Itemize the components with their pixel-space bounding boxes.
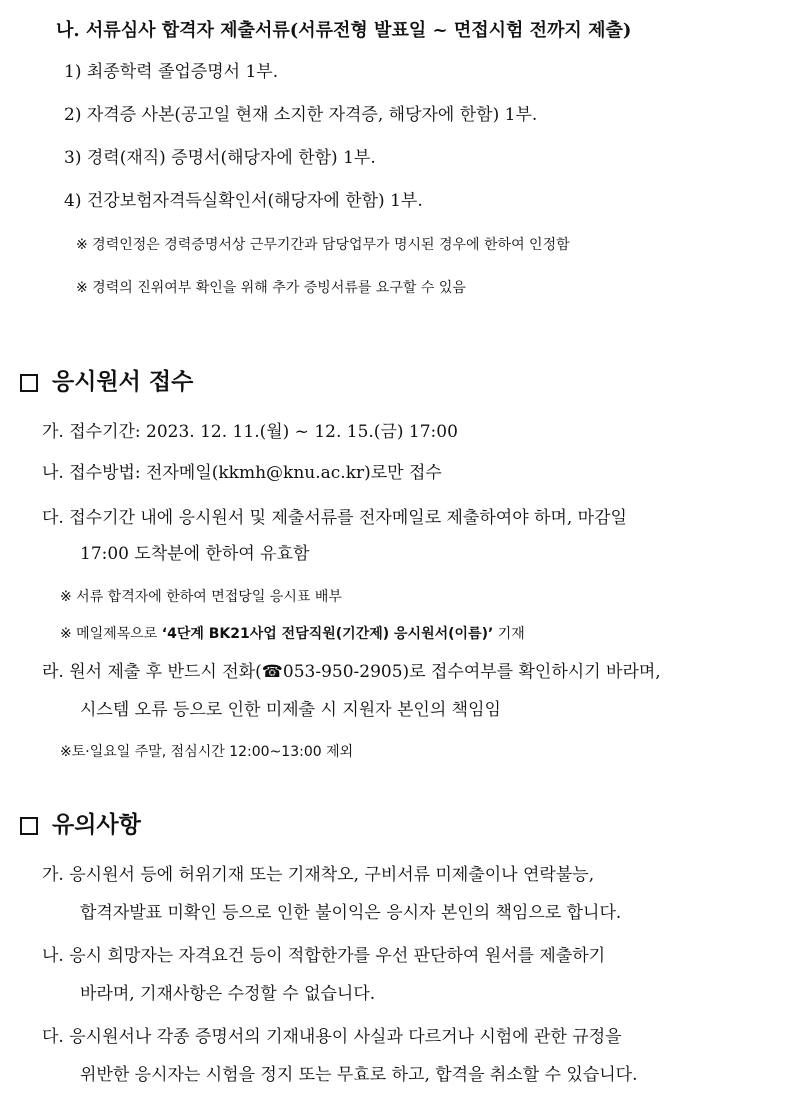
- docs-item-3: 3) 경력(재직) 증명서(해당자에 한함) 1부.: [64, 148, 376, 168]
- docs-item-4: 4) 건강보험자격득실확인서(해당자에 한함) 1부.: [64, 191, 423, 211]
- caution-title-text: 유의사항: [52, 812, 141, 838]
- caution-item-1-line2: 합격자발표 미확인 등으로 인한 불이익은 응시자 본인의 책임으로 합니다.: [80, 903, 622, 923]
- phone-icon: ☎: [261, 662, 283, 682]
- caution-section-title: [20, 814, 141, 837]
- checkbox-icon: [20, 374, 38, 392]
- note-subject-title: ‘4단계 BK21사업 전담직원(기간제) 응시원서(이름)’: [161, 626, 494, 642]
- application-confirm-line2: 시스템 오류 등으로 인한 미제출 시 지원자 본인의 책임임: [80, 700, 501, 720]
- application-period: 가. 접수기간: 2023. 12. 11.(월) ~ 12. 15.(금) 17:00: [42, 422, 458, 442]
- note-subject-suffix: 기재: [493, 626, 525, 642]
- application-note-subject: [60, 627, 525, 641]
- application-deadline-line2: 17:00 도착분에 한하여 유효함: [80, 544, 310, 564]
- application-note-hours: ※토·일요일 주말, 점심시간 12:00~13:00 제외: [60, 744, 354, 760]
- application-method: 나. 접수방법: 전자메일(kkmh@knu.ac.kr)로만 접수: [42, 463, 442, 483]
- note-subject-prefix: ※ 메일제목으로: [60, 626, 162, 642]
- caution-item-3-line2: 위반한 응시자는 시험을 정지 또는 무효로 하고, 합격을 취소할 수 있습니다.: [80, 1065, 638, 1085]
- application-deadline-line1: 다. 접수기간 내에 응시원서 및 제출서류를 전자메일로 제출하여야 하며, 마감일: [42, 508, 627, 528]
- application-section-title: [20, 371, 193, 394]
- caution-item-2-line1: 나. 응시 희망자는 자격요건 등이 적합한가를 우선 판단하여 원서를 제출하기: [42, 946, 606, 966]
- docs-item-2: 2) 자격증 사본(공고일 현재 소지한 자격증, 해당자에 한함) 1부.: [64, 105, 538, 125]
- docs-item-1: 1) 최종학력 졸업증명서 1부.: [64, 62, 279, 82]
- docs-heading: 나. 서류심사 합격자 제출서류(서류전형 발표일 ~ 면접시험 전까지 제출): [56, 20, 632, 41]
- application-title-text: 응시원서 접수: [52, 369, 194, 395]
- docs-note-career: ※ 경력인정은 경력증명서상 근무기간과 담당업무가 명시된 경우에 한하여 인정함: [76, 237, 570, 253]
- docs-note-verify: ※ 경력의 진위여부 확인을 위해 추가 증빙서류를 요구할 수 있음: [76, 280, 466, 296]
- checkbox-icon: [20, 817, 38, 835]
- caution-item-1-line1: 가. 응시원서 등에 허위기재 또는 기재착오, 구비서류 미제출이나 연락불능,: [42, 865, 595, 885]
- confirm-rest: 053-950-2905)로 접수여부를 확인하시기 바라며,: [282, 662, 661, 682]
- application-note-ticket: ※ 서류 합격자에 한하여 면접당일 응시표 배부: [60, 589, 342, 605]
- confirm-prefix: 라. 원서 제출 후 반드시 전화(: [42, 662, 262, 682]
- caution-item-3-line1: 다. 응시원서나 각종 증명서의 기재내용이 사실과 다르거나 시험에 관한 규정을: [42, 1027, 622, 1047]
- application-confirm-line1: [42, 664, 661, 681]
- caution-item-2-line2: 바라며, 기재사항은 수정할 수 없습니다.: [80, 984, 376, 1004]
